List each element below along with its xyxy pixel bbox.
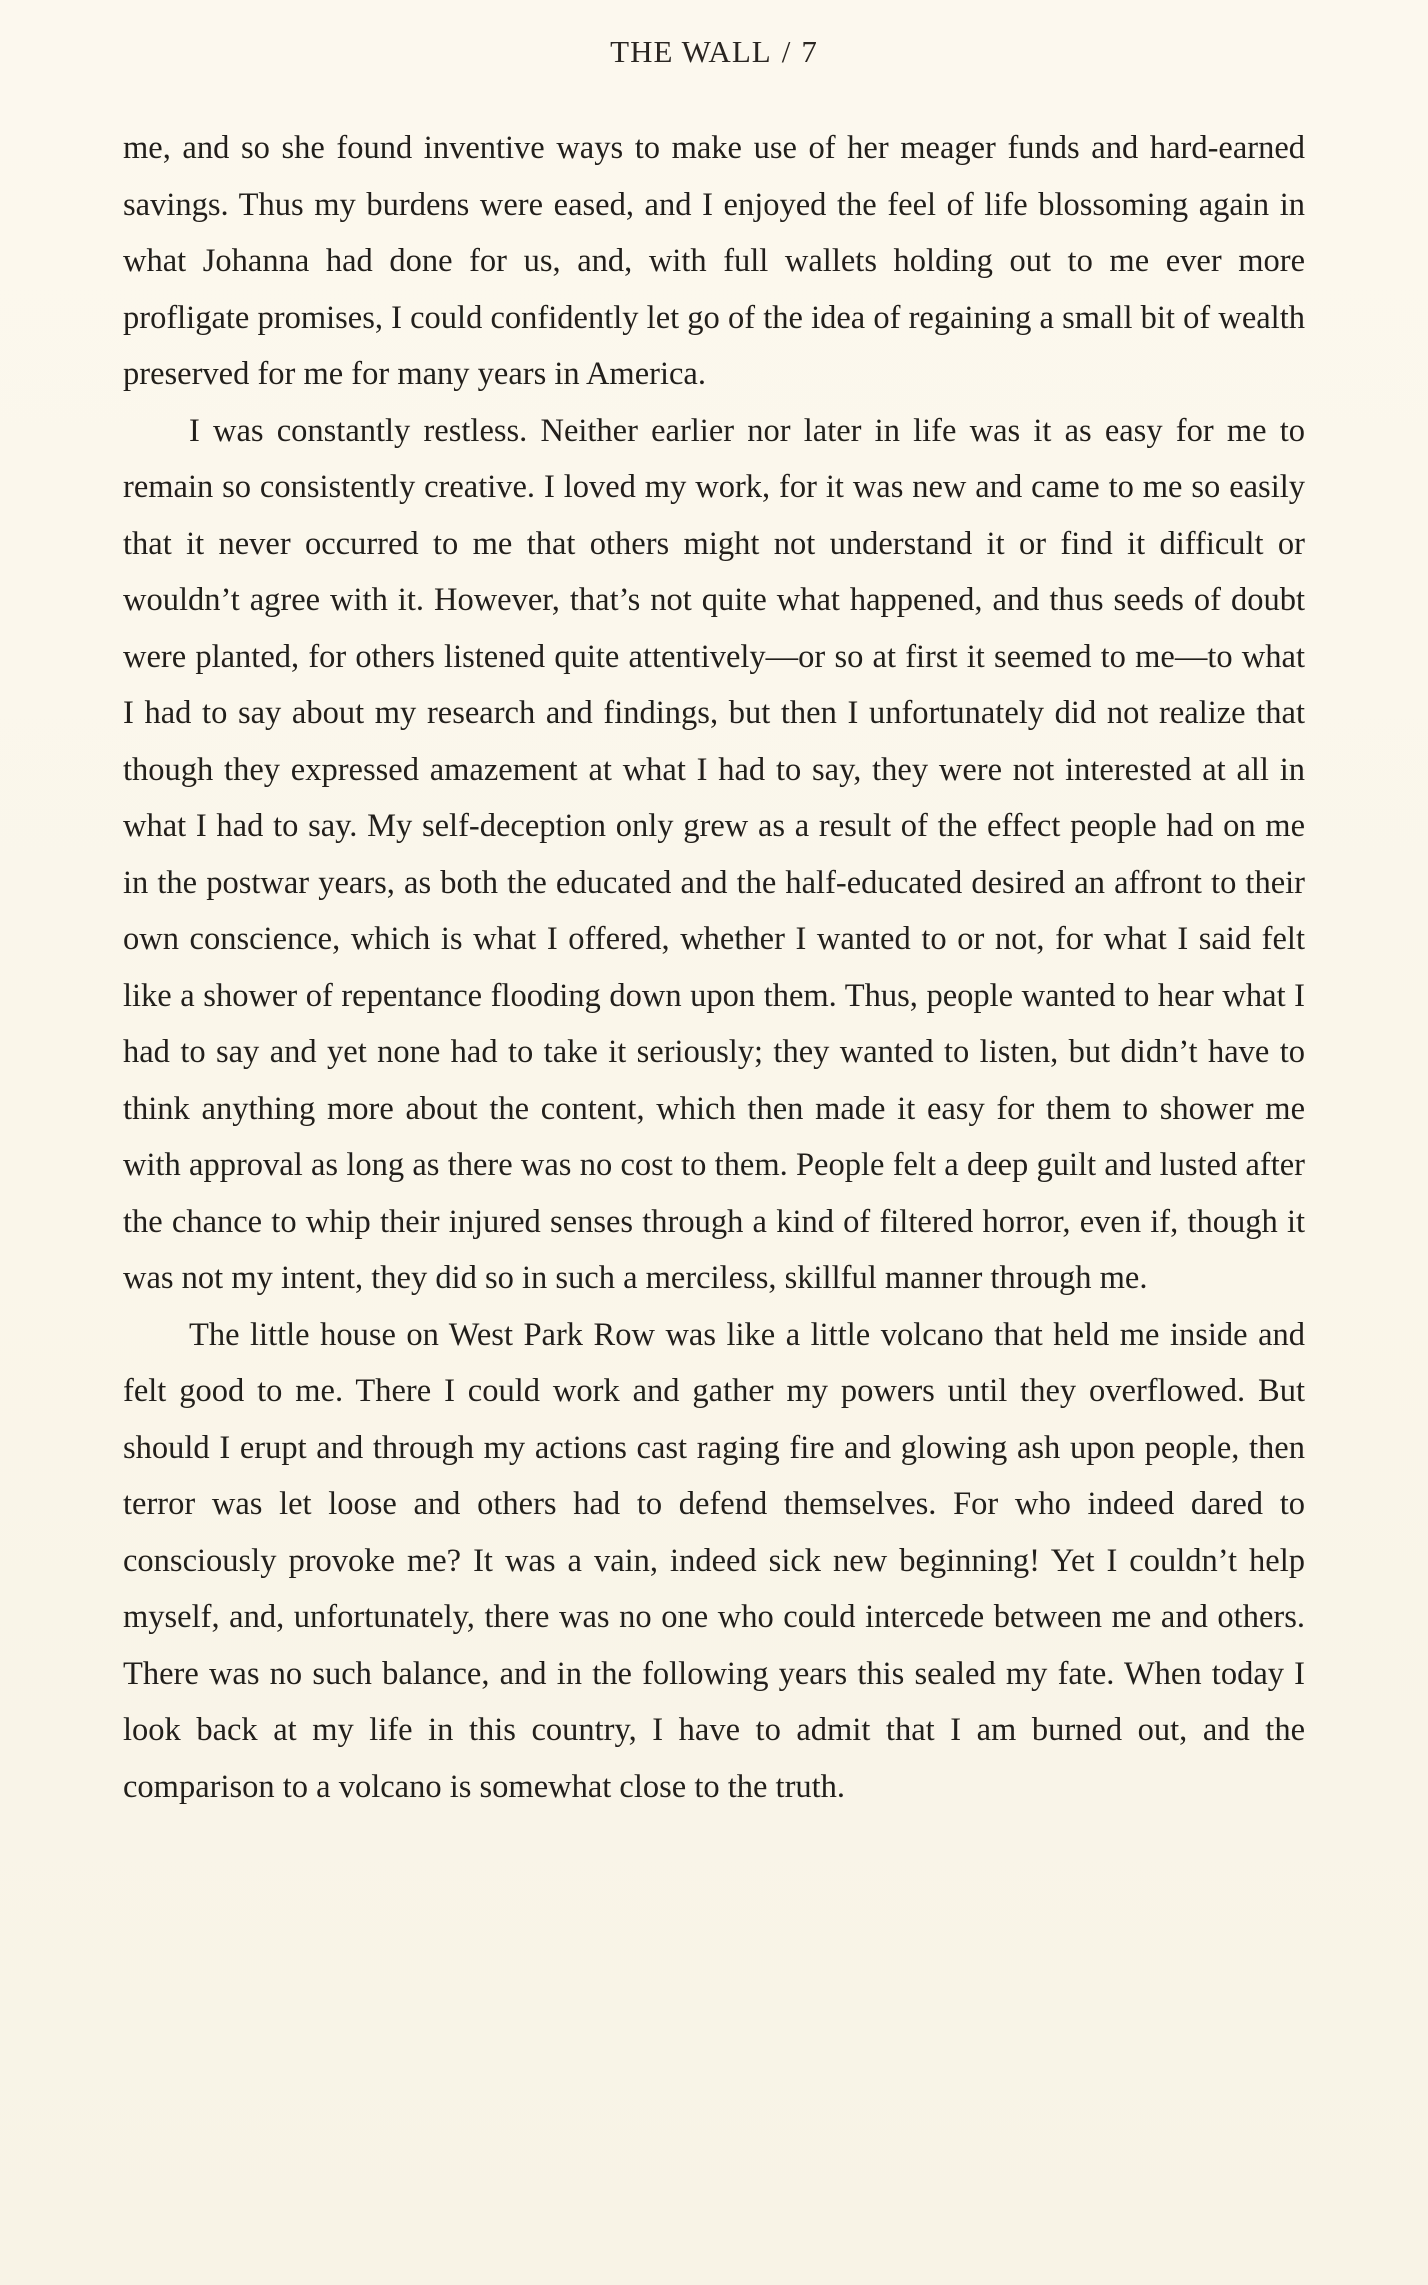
page-number: 7	[801, 34, 818, 69]
running-head-separator: /	[781, 34, 792, 69]
running-head	[0, 34, 1428, 70]
body-text	[123, 120, 1305, 1815]
paragraph-2: I was constantly restless. Neither earlier nor later in life was it as easy for me to remain so consistently creative. I loved my work, for it was new and came to me so easily that it never occurred to me that others might not understand it or find it difficult or wouldn’t agree with it. However, that’s not quite what happened, and thus seeds of doubt were planted, for others listened quite attentively—or so at first it seemed to me—to what I had to say about my research and findings, but then I unfortunately did not realize that though they expressed amazement at what I had to say, they were not interested at all in what I had to say. My self-deception only grew as a result of the effect people had on me in the postwar years, as both the educated and the half-educated desired an affront to their own conscience, which is what I offered, whether I wanted to or not, for what I said felt like a shower of repentance flooding down upon them. Thus, people wanted to hear what I had to say and yet none had to take it seriously; they wanted to listen, but didn’t have to think anything more about the content, which then made it easy for them to shower me with approval as long as there was no cost to them. People felt a deep guilt and lusted after the chance to whip their injured senses through a kind of filtered horror, even if, though it was not my intent, they did so in such a merciless, skillful manner through me.	[123, 412, 1305, 1296]
running-head-title: THE WALL	[610, 34, 772, 69]
paragraph-1: me, and so she found inventive ways to make use of her meager funds and hard-earned savings. Thus my burdens were eased, and I enjoyed the feel of life blossoming again in what Johanna had done for us, and, with full wallets holding out to me ever more profligate promises, I could confidently let go of the idea of regaining a small bit of wealth preserved for me for many years in America.	[123, 130, 1305, 392]
paragraph-3: The little house on West Park Row was like a little volcano that held me inside and felt good to me. There I could work and gather my powers until they overflowed. But should I erupt and through my actions cast raging fire and glowing ash upon people, then terror was let loose and others had to defend themselves. For who indeed dared to consciously provoke me? It was a vain, indeed sick new beginning! Yet I couldn’t help myself, and, unfortunately, there was no one who could intercede between me and others. There was no such balance, and in the following years this sealed my fate. When today I look back at my life in this country, I have to admit that I am burned out, and the comparison to a volcano is somewhat close to the truth.	[123, 1316, 1305, 1805]
